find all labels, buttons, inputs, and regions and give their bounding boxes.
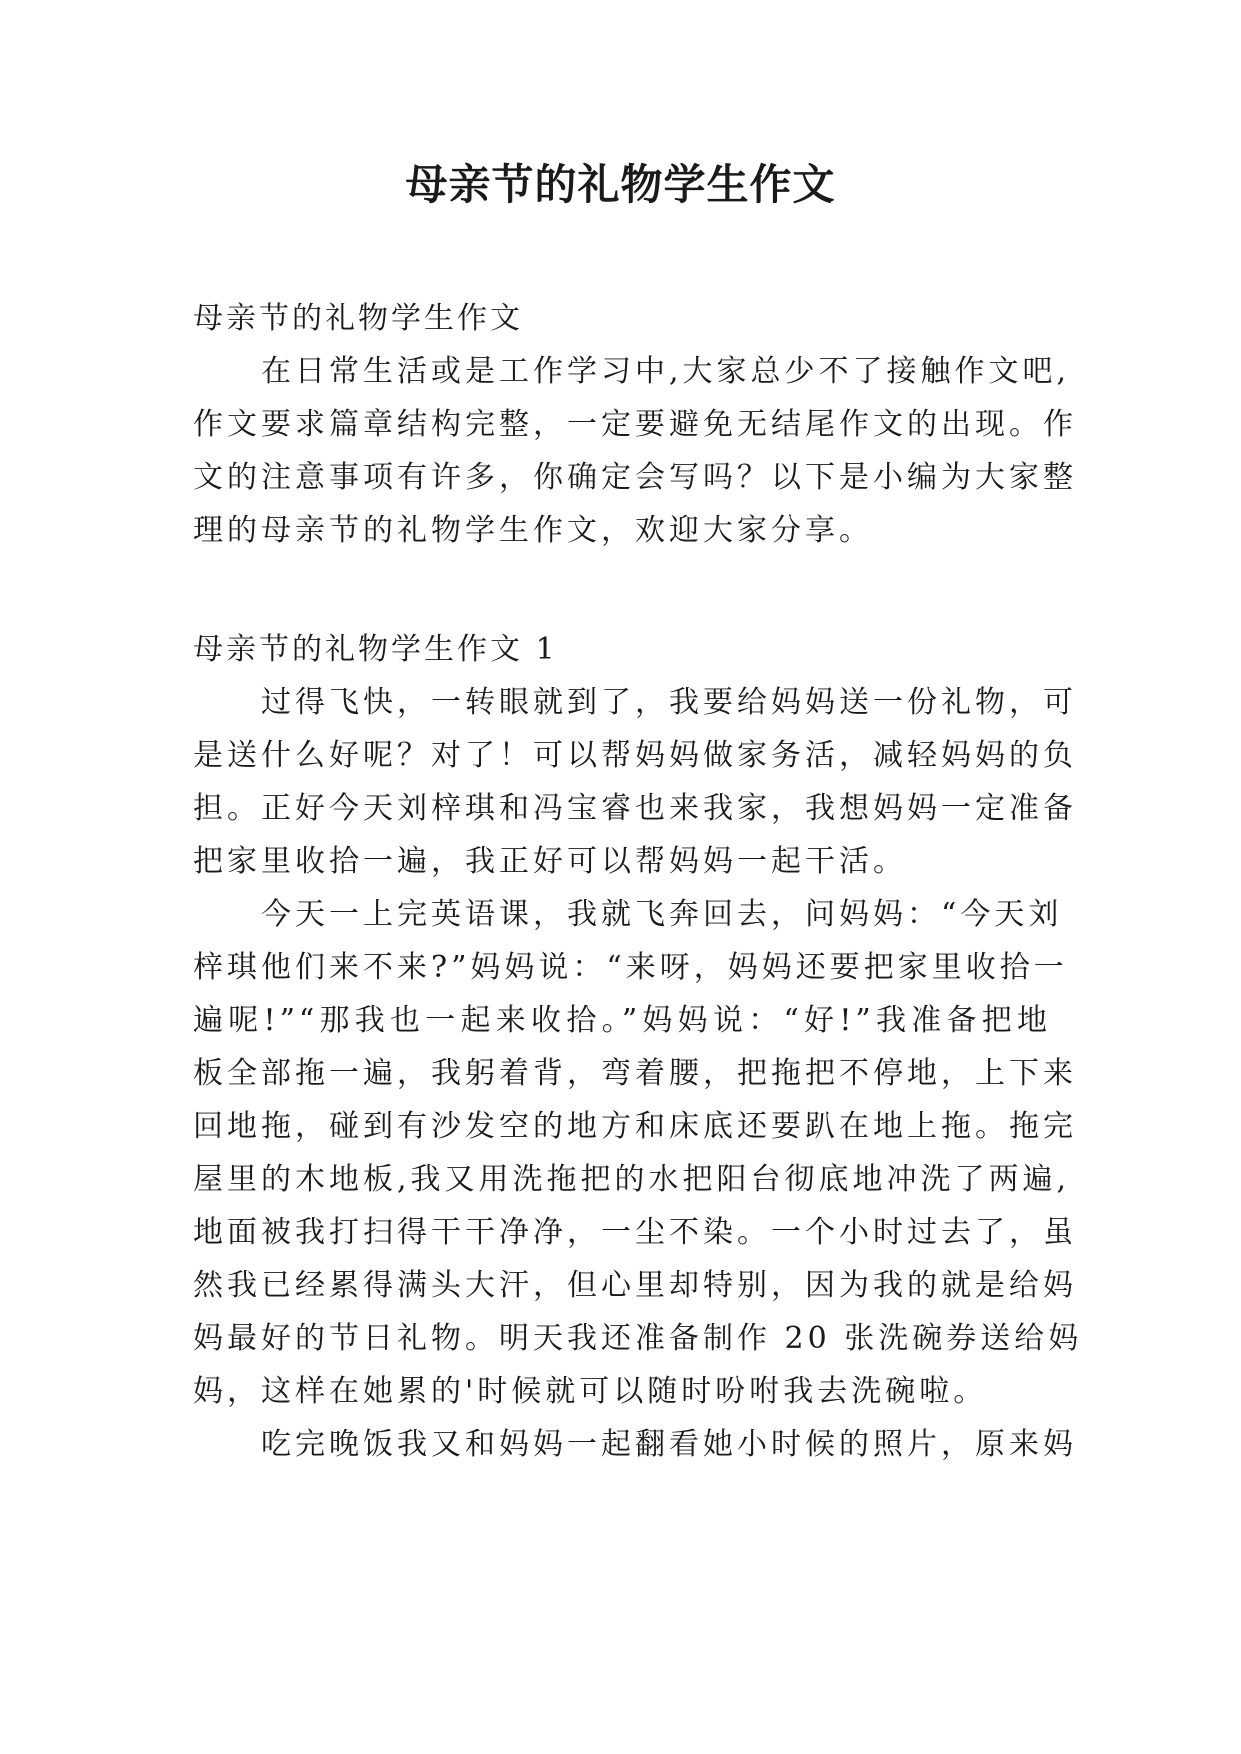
section-heading: 母亲节的礼物学生作文 1 (193, 632, 558, 667)
paragraph-line: 然我已经累得满头大汗，但心里却特别，因为我的就是给妈 (193, 1268, 1077, 1303)
intro-line: 作文要求篇章结构完整，一定要避免无结尾作文的出现。作 (193, 407, 1077, 442)
paragraph-line: 屋里的木地板,我又用洗拖把的水把阳台彻底地冲洗了两遍, (193, 1162, 1071, 1197)
paragraph-line: 把家里收拾一遍，我正好可以帮妈妈一起干活。 (193, 844, 907, 879)
document-body (193, 292, 1083, 1471)
paragraph-line: 板全部拖一遍，我躬着背，弯着腰，把拖把不停地，上下来 (193, 1056, 1077, 1091)
paragraph-line: 回地拖，碰到有沙发空的地方和床底还要趴在地上拖。拖完 (193, 1109, 1077, 1144)
paragraph-line: 妈最好的节日礼物。明天我还准备制作 20 张洗碗券送给妈 (193, 1321, 1083, 1356)
document-title: 母亲节的礼物学生作文 (405, 160, 836, 209)
section-spacer (193, 557, 1051, 623)
essay-subtitle: 母亲节的礼物学生作文 (193, 301, 523, 336)
paragraph-line: 梓琪他们来不来?”妈妈说：“来呀，妈妈还要把家里收拾一 (193, 950, 1068, 985)
paragraph-line: 今天一上完英语课，我就飞奔回去，问妈妈：“今天刘 (261, 897, 1063, 932)
intro-paragraph (193, 345, 1077, 557)
body-paragraph-3 (193, 1418, 1077, 1471)
paragraph-line: 吃完晚饭我又和妈妈一起翻看她小时候的照片，原来妈 (261, 1427, 1077, 1462)
intro-line: 文的注意事项有许多，你确定会写吗？以下是小编为大家整 (193, 460, 1077, 495)
intro-line: 在日常生活或是工作学习中,大家总少不了接触作文吧, (261, 354, 1071, 389)
body-paragraph-2 (193, 888, 1083, 1418)
paragraph-line: 是送什么好呢？对了！可以帮妈妈做家务活，减轻妈妈的负 (193, 738, 1077, 773)
paragraph-line: 遍呢!”“那我也一起来收拾。”妈妈说：“好!”我准备把地 (193, 1003, 1051, 1038)
paragraph-line: 妈，这样在她累的'时候就可以随时吩咐我去洗碗啦。 (193, 1374, 988, 1409)
paragraph-line: 担。正好今天刘梓琪和冯宝睿也来我家，我想妈妈一定准备 (193, 791, 1077, 826)
intro-line: 理的母亲节的礼物学生作文，欢迎大家分享。 (193, 513, 873, 548)
body-paragraph-1 (193, 676, 1077, 888)
paragraph-line: 地面被我打扫得干干净净，一尘不染。一个小时过去了，虽 (193, 1215, 1077, 1250)
paragraph-line: 过得飞快，一转眼就到了，我要给妈妈送一份礼物，可 (261, 685, 1077, 720)
